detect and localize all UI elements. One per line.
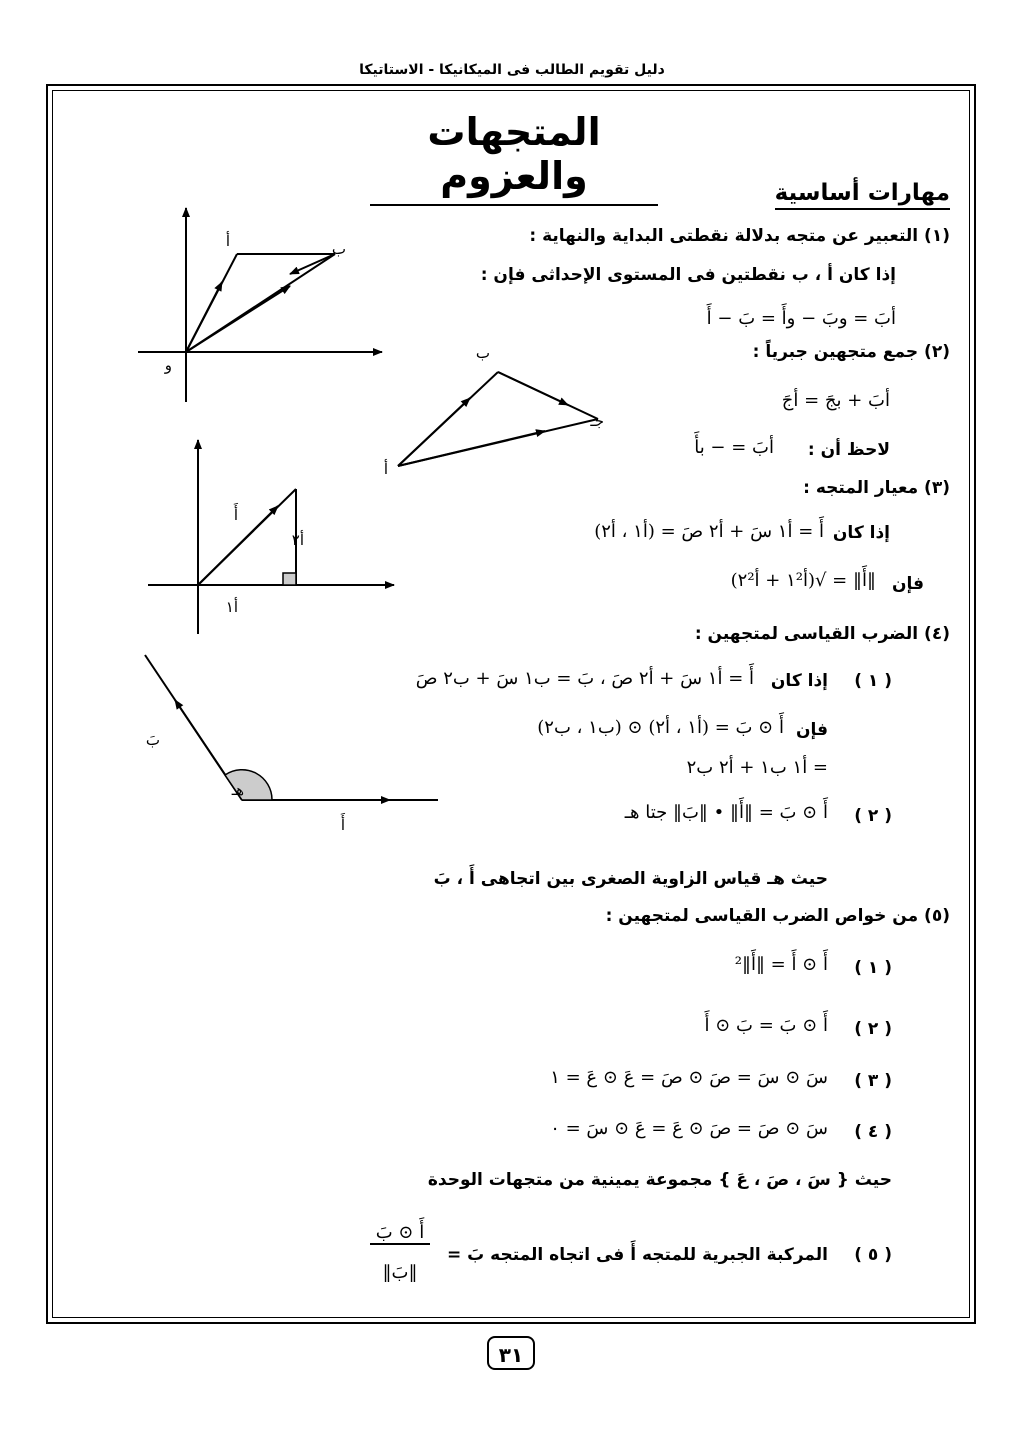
fig3-label-a1: أ١: [225, 598, 238, 616]
fig3-right-angle: [283, 573, 296, 585]
item4-then-formula: أَ ⊙ بَ = (أ١ ، أ٢) ⊙ (ب١ ، ب٢): [537, 717, 784, 738]
fig3-label-a2: أ٢: [291, 531, 304, 549]
item3-then: فإن: [891, 574, 924, 594]
item3-heading: (٣) معيار المتجه :: [803, 478, 950, 498]
prop3-num: ( ٣ ): [854, 1071, 892, 1091]
item1-heading: (١) التعبير عن متجه بدلالة نقطتى البداية والنهاية :: [529, 226, 950, 246]
item1-text: إذا كان أ ، ب نقطتين فى المستوى الإحداثى فإن :: [480, 265, 896, 285]
fig4-label-angle: هـ: [231, 781, 244, 799]
fig2-label-b: ب: [475, 344, 490, 362]
prop5-numerator: أَ ⊙ بَ: [370, 1222, 430, 1245]
prop2: أَ ⊙ بَ = بَ ⊙ أَ: [704, 1015, 828, 1036]
fig1-label-a: أ: [225, 232, 230, 250]
fig2-label-c: جـ: [590, 412, 604, 430]
running-head: دليل تقويم الطالب فى الميكانيكا - الاستاتيكا: [359, 62, 665, 78]
prop4: سَ ⊙ صَ = صَ ⊙ عَ = عَ ⊙ سَ = ٠: [550, 1118, 828, 1139]
section-title: مهارات أساسية: [775, 180, 950, 210]
item4-then: فإن: [795, 720, 828, 740]
prop5-text: المركبة الجبرية للمتجه أَ فى اتجاه المتجه بَ =: [446, 1245, 828, 1265]
item4-1-num: ( ١ ): [854, 671, 892, 691]
page-number: ٣١: [487, 1336, 535, 1370]
item4-2-formula: أَ ⊙ بَ = ‖أَ‖ • ‖بَ‖ جتا هـ: [624, 802, 828, 823]
prop2-num: ( ٢ ): [854, 1019, 892, 1039]
item2-formula: أبَ + بجَ = أجَ: [781, 390, 890, 411]
item4-eq2: = أ١ ب١ + أ٢ ب٢: [686, 757, 828, 778]
item4-2-num: ( ٢ ): [854, 806, 892, 826]
item2-note-formula: أبَ = − بأَ: [694, 437, 774, 458]
prop4-where: حيث { سَ ، صَ ، عَ } مجموعة يمينية من متجهات الوحدة: [427, 1170, 892, 1190]
item2-heading: (٢) جمع متجهين جبرياً :: [752, 342, 950, 362]
fig4-label-b: بَ: [145, 731, 160, 749]
item4-1-formula: أَ = أ١ سَ + أ٢ صَ ، بَ = ب١ سَ + ب٢ صَ: [415, 668, 754, 689]
figure2-vector-addition: [398, 372, 598, 466]
prop3: سَ ⊙ سَ = صَ ⊙ صَ = عَ ⊙ عَ = ١: [550, 1067, 828, 1088]
prop1-num: ( ١ ): [854, 958, 892, 978]
item4-heading: (٤) الضرب القياسى لمتجهين :: [694, 624, 950, 644]
item1-formula: أبَ = وبَ − وأَ = بَ − أَ: [706, 308, 896, 329]
item3-norm: ‖أَ‖ = √(أ١² + أ٢²): [730, 570, 876, 591]
fig2-label-a: أ: [383, 460, 388, 478]
figure4-angle-between-vectors: [145, 655, 438, 800]
item2-note-label: لاحظ أن :: [807, 440, 890, 460]
item4-where: حيث هـ قياس الزاوية الصغرى بين اتجاهى أَ ، بَ: [433, 869, 828, 889]
figure1-position-vectors: [138, 208, 382, 402]
item5-heading: (٥) من خواص الضرب القياسى لمتجهين :: [605, 906, 950, 926]
prop5-num: ( ٥ ): [854, 1245, 892, 1265]
item4-1-text: إذا كان: [770, 671, 828, 691]
item3-formula: أَ = أ١ سَ + أ٢ صَ = (أ١ ، أ٢): [594, 521, 824, 542]
fig4-label-a: أَ: [340, 816, 345, 834]
fig1-label-b: ب: [331, 240, 346, 258]
page-title: المتجهات والعزوم: [370, 110, 658, 206]
prop1: أَ ⊙ أَ = ‖أَ‖²: [734, 954, 828, 975]
prop4-num: ( ٤ ): [854, 1122, 892, 1142]
figure3-vector-components: [148, 440, 394, 634]
prop5-denominator: ‖بَ‖: [382, 1262, 418, 1283]
item3-text: إذا كان: [832, 523, 890, 543]
fig1-label-o: و: [164, 356, 172, 374]
fig3-label-vec: أَ: [233, 506, 238, 524]
